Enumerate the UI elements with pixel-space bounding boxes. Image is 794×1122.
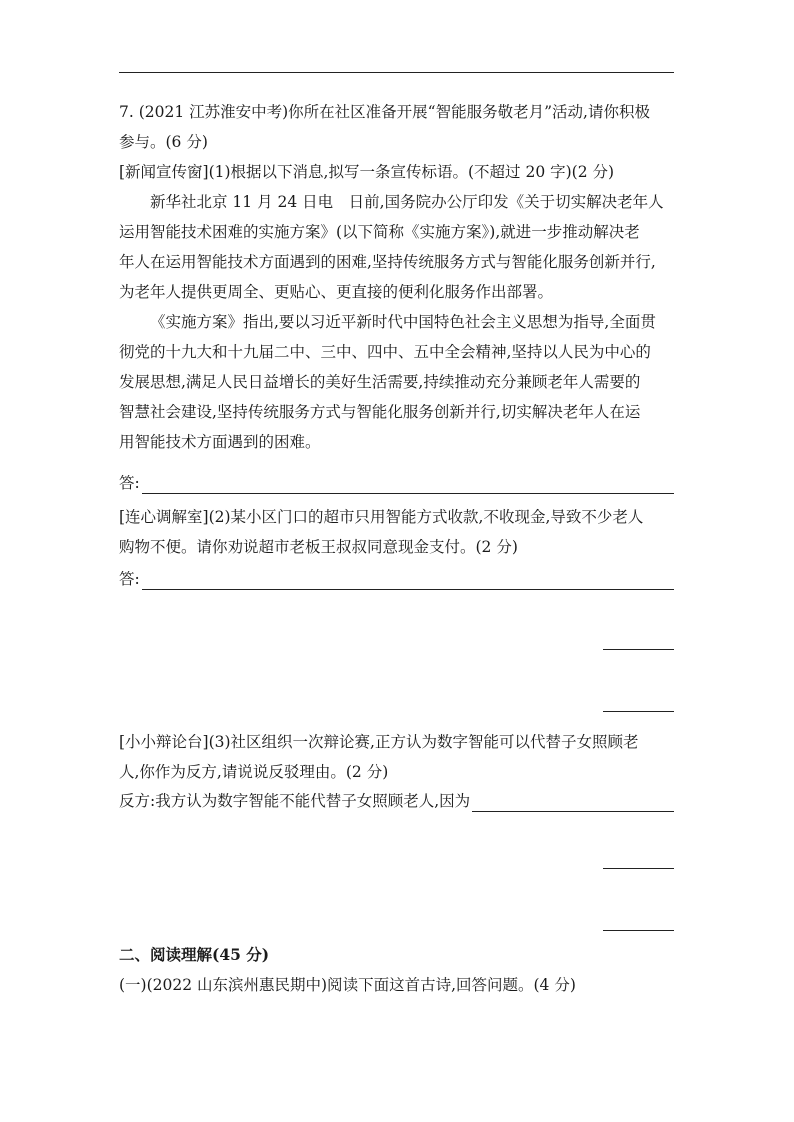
part1-heading: [新闻宣传窗](1)根据以下消息,拟写一条宣传标语。(不超过 20 字)(2 分) — [119, 163, 615, 181]
question-7-intro: 7. (2021 江苏淮安中考)你所在社区准备开展“智能服务敬老月”活动,请你积极 — [119, 103, 650, 121]
news-paragraph-line: 年人在运用智能技术方面遇到的困难,坚持传统服务方式与智能化服务创新并行, — [119, 253, 656, 271]
news-paragraph-line: 为老年人提供更周全、更贴心、更直接的便利化服务作出部署。 — [119, 283, 554, 301]
answer-blank-continuation[interactable] — [603, 930, 674, 931]
header-rule — [119, 72, 674, 73]
news-paragraph-line: 新华社北京 11 月 24 日电 日前,国务院办公厅印发《关于切实解决老年人 — [150, 193, 664, 211]
part1-answer-row — [119, 472, 674, 494]
news-paragraph-line: 运用智能技术困难的实施方案》(以下简称《实施方案》),就进一步推动解决老 — [119, 223, 640, 241]
part2-heading: [连心调解室](2)某小区门口的超市只用智能方式收款,不收现金,导致不少老人 — [119, 508, 644, 526]
part3-answer-row — [119, 790, 674, 812]
part3-heading: [小小辩论台](3)社区组织一次辩论赛,正方认为数字智能可以代替子女照顾老 — [119, 733, 639, 751]
section-2-heading: 二、阅读理解(45 分) — [119, 945, 270, 964]
news-paragraph-line: 智慧社会建设,坚持传统服务方式与智能化服务创新并行,切实解决老年人在运 — [119, 403, 641, 421]
answer-blank-continuation[interactable] — [603, 649, 674, 650]
part3-heading-cont: 人,你作为反方,请说说反驳理由。(2 分) — [119, 763, 389, 781]
answer-blank-continuation[interactable] — [603, 711, 674, 712]
answer-blank[interactable] — [472, 793, 674, 812]
answer-label: 答: — [119, 474, 140, 492]
answer-blank-continuation[interactable] — [603, 868, 674, 869]
answer-blank[interactable] — [142, 571, 674, 590]
answer-label: 答: — [119, 570, 140, 588]
answer-label: 反方:我方认为数字智能不能代替子女照顾老人,因为 — [119, 792, 471, 810]
news-paragraph-line: 发展思想,满足人民日益增长的美好生活需要,持续推动充分兼顾老年人需要的 — [119, 373, 641, 391]
question-7-intro-cont: 参与。(6 分) — [119, 133, 208, 151]
news-paragraph-line: 《实施方案》指出,要以习近平新时代中国特色社会主义思想为指导,全面贯 — [150, 313, 656, 331]
section-2-subheading: (一)(2022 山东滨州惠民期中)阅读下面这首古诗,回答问题。(4 分) — [119, 976, 576, 994]
news-paragraph-line: 用智能技术方面遇到的困难。 — [119, 433, 321, 451]
news-paragraph-line: 彻党的十九大和十九届二中、三中、四中、五中全会精神,坚持以人民为中心的 — [119, 343, 651, 361]
answer-blank[interactable] — [142, 475, 674, 494]
part2-heading-cont: 购物不便。请你劝说超市老板王叔叔同意现金支付。(2 分) — [119, 538, 518, 556]
part2-answer-row — [119, 568, 674, 590]
